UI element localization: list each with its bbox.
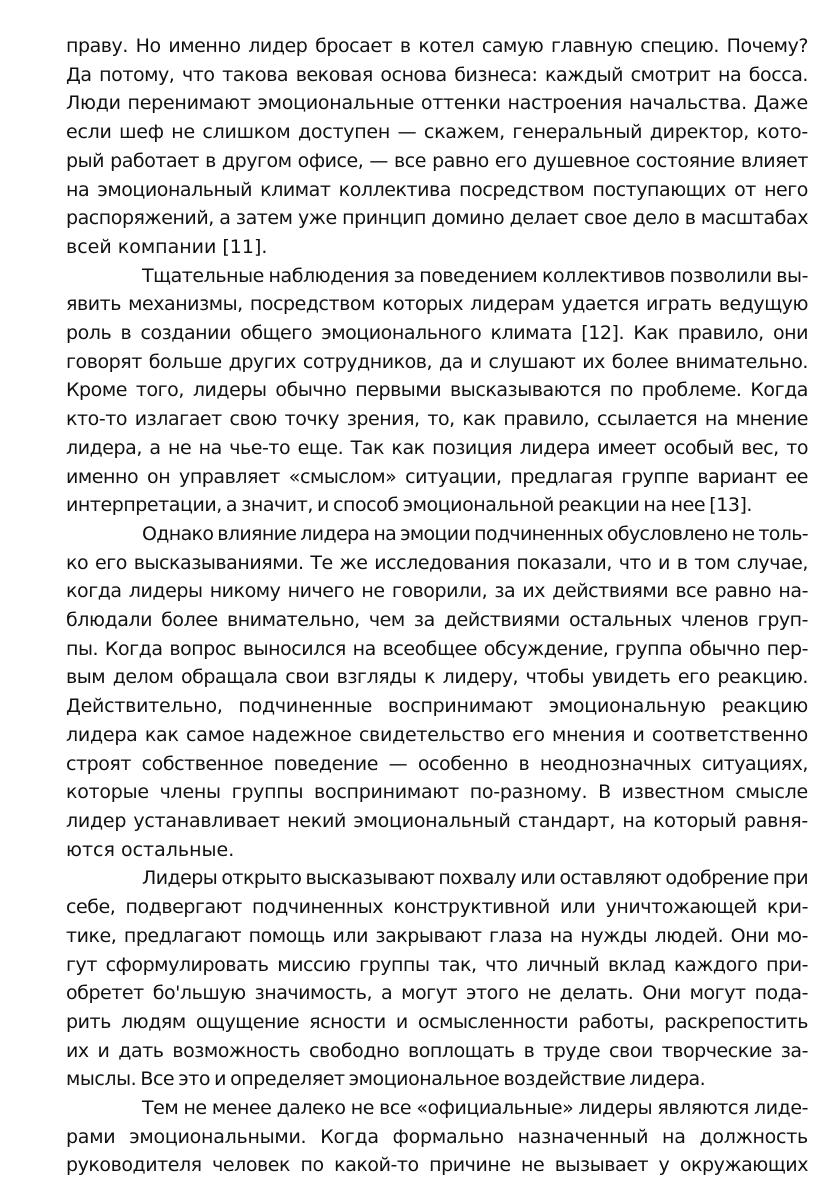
text-line: интерпретации, а значит, и способ эмоциональной реакции на нее [13]. xyxy=(66,494,753,517)
text-line: которые члены группы воспринимают по-разному. В известном смысле xyxy=(66,781,808,804)
text-line: себе, подвергают подчиненных конструктивной или уничтожающей кри- xyxy=(66,896,808,919)
text-line: рый работает в другом офисе, — все равно его душевное состояние влияет xyxy=(66,149,808,172)
text-line: именно он управляет «смыслом» ситуации, предлагая группе вариант ее xyxy=(66,465,808,488)
text-line: пы. Когда вопрос выносился на всеобщее обсуждение, группа обычно пер- xyxy=(66,637,808,660)
text-line: Да потому, что такова вековая основа бизнеса: каждый смотрит на босса. xyxy=(66,63,808,86)
text-line: если шеф не слишком доступен — скажем, генеральный директор, кото- xyxy=(66,121,808,144)
text-line: на эмоциональный климат коллектива посредством поступающих от него xyxy=(66,178,808,201)
text-line: Тщательные наблюдения за поведением коллективов позволили вы- xyxy=(142,264,808,287)
document-page xyxy=(66,32,808,1180)
text-line: лидера, а не на чье-то еще. Так как позиция лидера имеет особый вес, то xyxy=(66,436,808,459)
text-line: говорят больше других сотрудников, да и слушают их более внимательно. xyxy=(66,350,808,373)
text-line: Действительно, подчиненные воспринимают эмоциональную реакцию xyxy=(66,695,808,718)
paragraph-2 xyxy=(66,262,808,520)
text-line: роль в создании общего эмоционального климата [12]. Как правило, они xyxy=(66,322,808,345)
paragraph-3 xyxy=(66,520,808,864)
text-line: обретет бо'льшую значимость, а могут этого не делать. Они могут пода- xyxy=(66,982,808,1005)
text-line: их и дать возможность свободно воплощать в труде свои творческие за- xyxy=(66,1039,808,1062)
text-line: рами эмоциональными. Когда формально назначенный на должность xyxy=(66,1125,808,1148)
paragraph-1 xyxy=(66,32,808,262)
text-line: лидер устанавливает некий эмоциональный стандарт, на который равня- xyxy=(66,809,808,832)
text-line: всей компании [11]. xyxy=(66,235,268,258)
text-line: Однако влияние лидера на эмоции подчиненных обусловлено не толь- xyxy=(142,522,808,545)
text-line: праву. Но именно лидер бросает в котел самую главную специю. Почему? xyxy=(66,35,808,57)
text-line: Лидеры открыто высказывают похвалу или оставляют одобрение при xyxy=(142,867,808,890)
text-line: Тем не менее далеко не все «официальные» лидеры являются лиде- xyxy=(142,1097,808,1120)
text-line: тике, предлагают помощь или закрывают глаза на нужды людей. Они мо- xyxy=(66,924,808,947)
text-line: строят собственное поведение — особенно в неоднозначных ситуациях, xyxy=(66,752,808,775)
text-line: ко его высказываниями. Те же исследования показали, что и в том случае, xyxy=(66,551,808,574)
text-line: лидера как самое надежное свидетельство его мнения и соответственно xyxy=(66,723,808,746)
text-line: распоряжений, а затем уже принцип домино делает свое дело в масштабах xyxy=(66,207,808,230)
text-line: Люди перенимают эмоциональные оттенки настроения начальства. Даже xyxy=(66,92,808,115)
text-line: ются остальные. xyxy=(66,838,235,861)
paragraph-5 xyxy=(66,1094,808,1180)
text-line: вым делом обращала свои взгляды к лидеру, чтобы увидеть его реакцию. xyxy=(66,666,808,689)
paragraph-4 xyxy=(66,864,808,1094)
text-line: рить людям ощущение ясности и осмысленности работы, раскрепостить xyxy=(66,1010,808,1033)
text-line: явить механизмы, посредством которых лидерам удается играть ведущую xyxy=(66,293,808,316)
text-line: гут сформулировать миссию группы так, что личный вклад каждого при- xyxy=(66,953,808,976)
text-line: кто-то излагает свою точку зрения, то, как правило, ссылается на мнение xyxy=(66,408,808,431)
text-line: мыслы. Все это и определяет эмоциональное воздействие лидера. xyxy=(66,1068,706,1091)
text-line: блюдали более внимательно, чем за действиями остальных членов груп- xyxy=(66,609,808,632)
text-line: руководителя человек по какой-то причине не вызывает у окружающих xyxy=(66,1154,808,1177)
text-line: когда лидеры никому ничего не говорили, за их действиями все равно на- xyxy=(66,580,808,603)
text-line: Кроме того, лидеры обычно первыми высказываются по проблеме. Когда xyxy=(66,379,808,402)
